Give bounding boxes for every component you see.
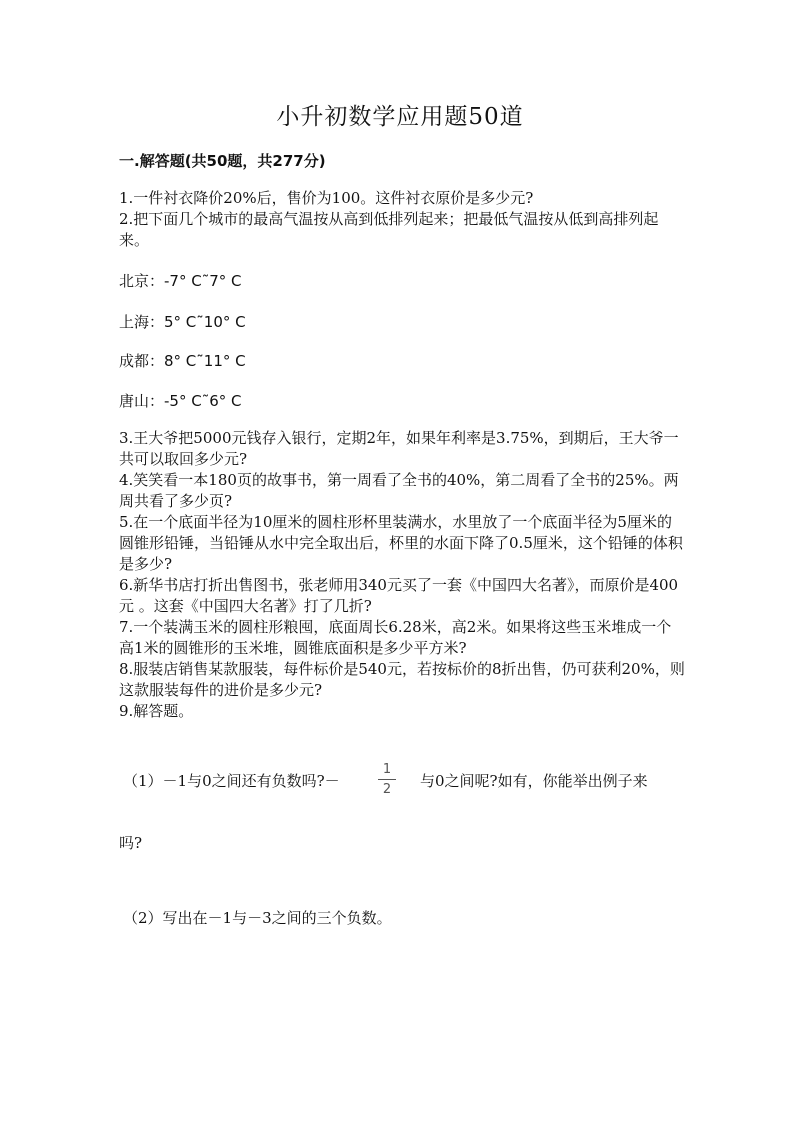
fraction-bar: [378, 779, 396, 780]
question-7: 7.一个装满玉米的圆柱形粮囤，底面周长6.28米，高2米。如果将这些玉米堆成一个高1米的圆锥形的玉米堆，圆锥底面积是多少平方米?: [119, 618, 672, 657]
question-1: 1.一件衬衣降价20%后，售价为100。这件衬衣原价是多少元?: [119, 189, 534, 207]
subquestion-1-continued: 吗?: [119, 834, 143, 852]
subquestion-1-end: 与0之间呢?如有，你能举出例子来: [420, 772, 648, 790]
question-3: 3.王大爷把5000元钱存入银行，定期2年，如果年利率是3.75%，到期后，王大爷一共可以取回多少元?: [119, 429, 679, 468]
fraction-one-half: [378, 762, 396, 798]
temperature-chengdu: 成都：8° C˜11° C: [119, 352, 246, 370]
question-5: 5.在一个底面半径为10厘米的圆柱形杯里装满水，水里放了一个底面半径为5厘米的圆锥形铅锤，当铅锤从水中完全取出后，杯里的水面下降了0.5厘米，这个铅锤的体积是多少?: [119, 513, 683, 573]
section-heading: 一.解答题(共50题，共277分): [119, 152, 326, 170]
question-9: 9.解答题。: [119, 702, 194, 720]
subquestion-1-start: （1）－1与0之间还有负数吗?－: [123, 772, 340, 790]
question-4: 4.笑笑看一本180页的故事书，第一周看了全书的40%，第二周看了全书的25%。两周共看了多少页?: [119, 471, 679, 510]
question-6: 6.新华书店打折出售图书，张老师用340元买了一套《中国四大名著》，而原价是400元 。这套《中国四大名著》打了几折?: [119, 576, 679, 615]
page-title: 小升初数学应用题50道: [276, 104, 524, 130]
fraction-numerator: 1: [382, 762, 392, 777]
temperature-beijing: 北京：-7° C˜7° C: [119, 272, 242, 290]
fraction-denominator: 2: [382, 782, 392, 797]
question-8: 8.服装店销售某款服装，每件标价是540元，若按标价的8折出售，仍可获利20%，则这款服装每件的进价是多少元?: [119, 660, 685, 699]
temperature-shanghai: 上海：5° C˜10° C: [119, 313, 246, 331]
temperature-tangshan: 唐山：-5° C˜6° C: [119, 392, 242, 410]
question-2: 2.把下面几个城市的最高气温按从高到低排列起来；把最低气温按从低到高排列起来。: [119, 210, 659, 249]
subquestion-2: （2）写出在－1与－3之间的三个负数。: [123, 909, 392, 927]
